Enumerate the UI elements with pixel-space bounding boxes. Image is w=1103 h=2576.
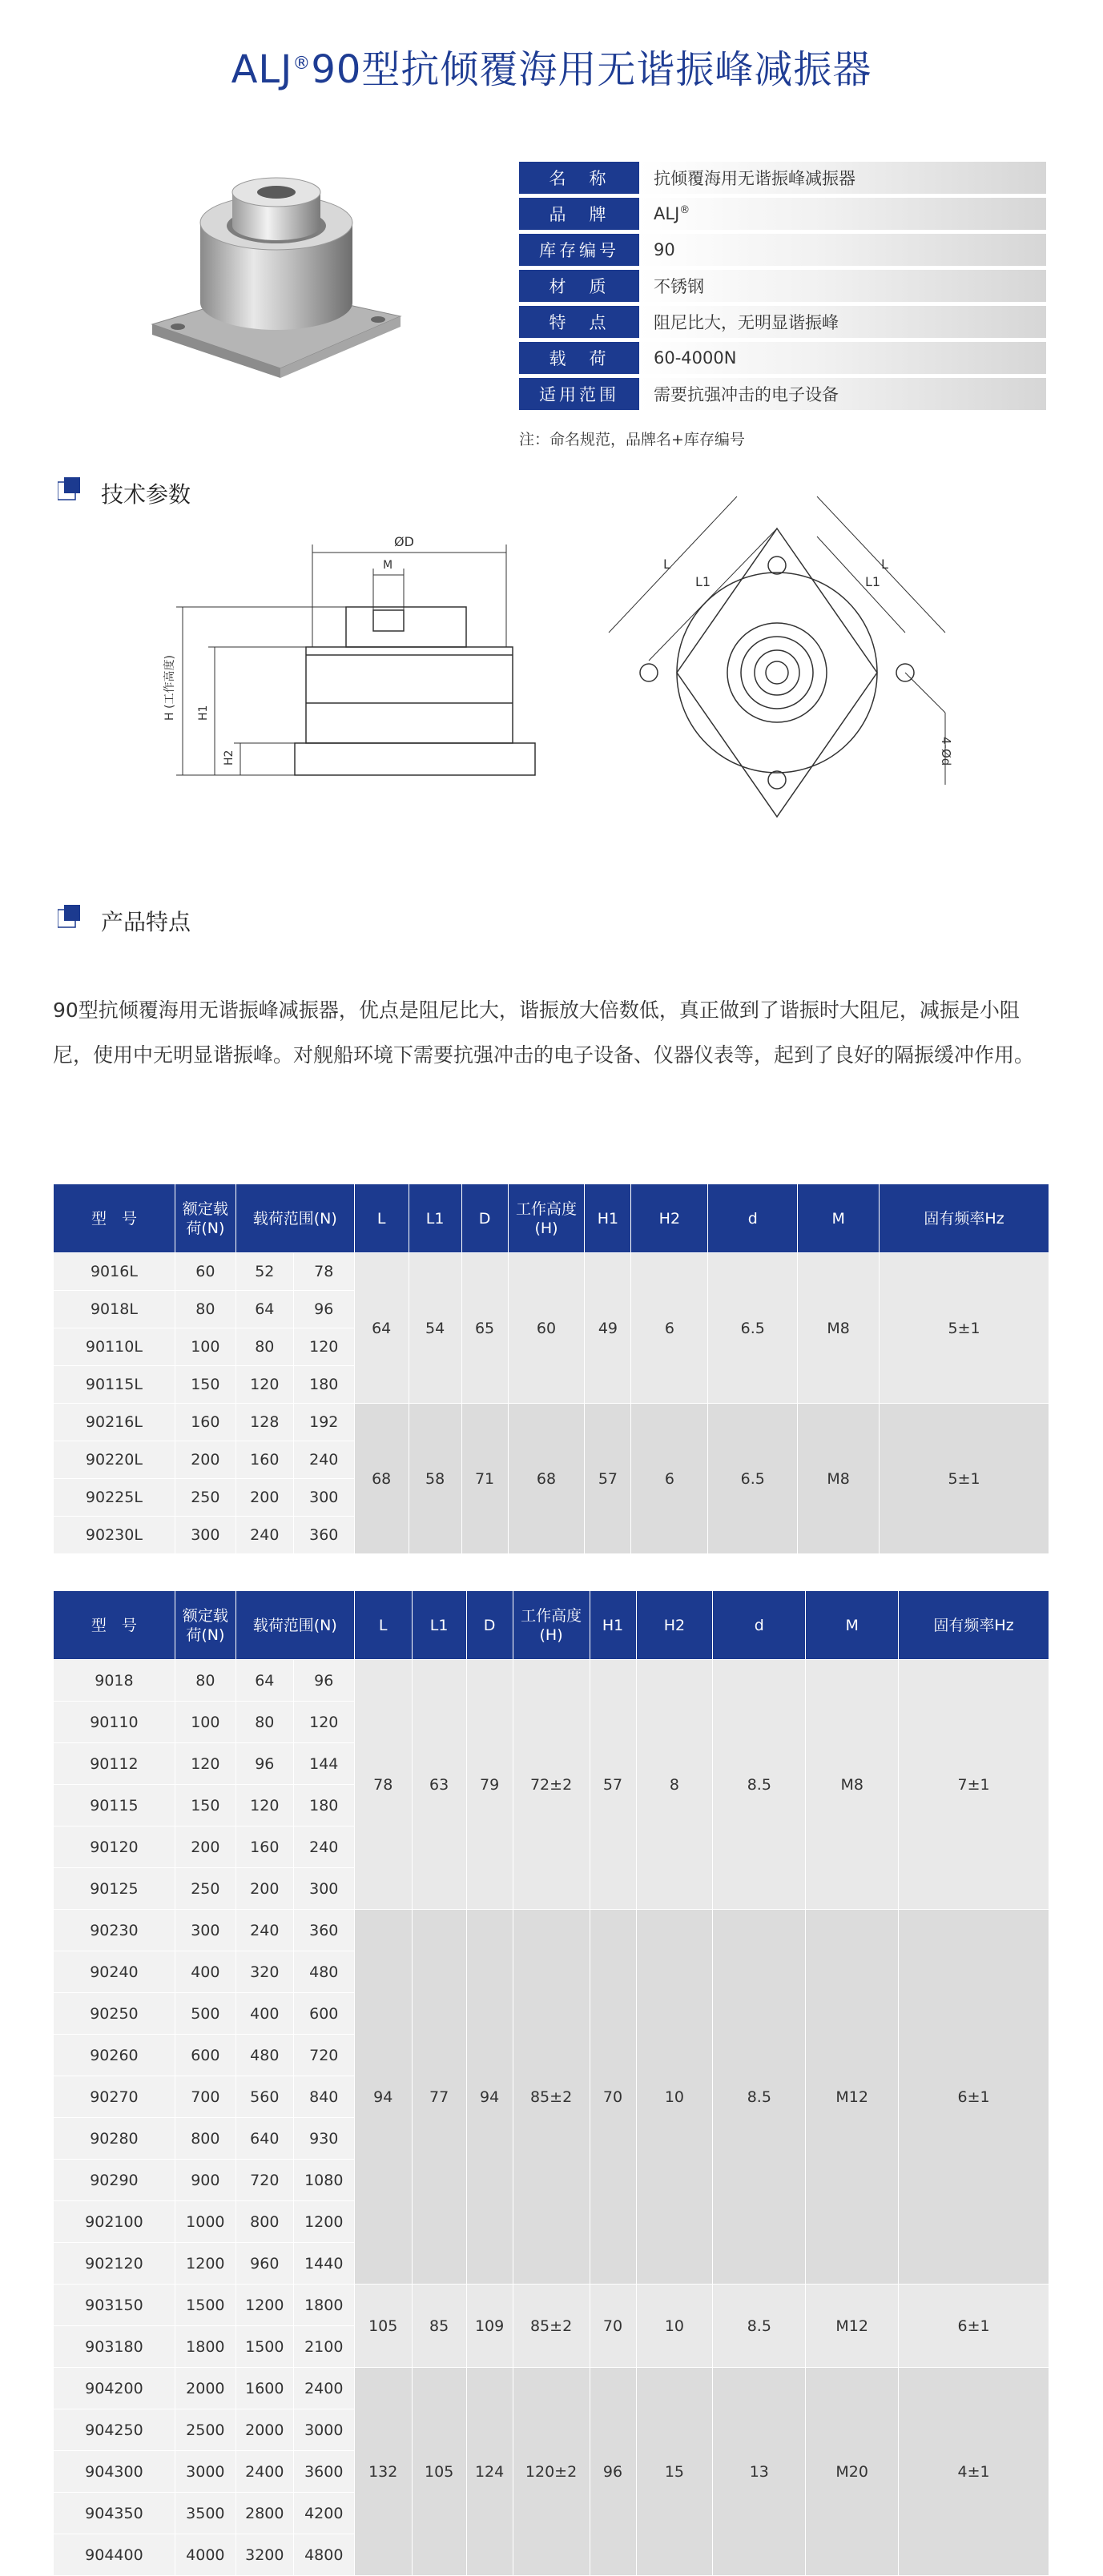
load-min-cell: 80 — [235, 1328, 293, 1366]
rated-load-cell: 400 — [175, 1951, 235, 1993]
spec-l-cell: 68 — [354, 1404, 409, 1554]
spec-m-cell: M20 — [806, 2368, 899, 2576]
rated-load-cell: 60 — [175, 1253, 235, 1291]
spec-h2-cell: 8 — [636, 1660, 713, 1910]
spec-l-cell: 64 — [354, 1253, 409, 1404]
header-m: M — [798, 1184, 880, 1253]
load-max-cell: 3600 — [293, 2451, 354, 2493]
load-max-cell: 4800 — [293, 2534, 354, 2576]
spec-h2-cell: 6 — [631, 1253, 708, 1404]
model-cell: 904400 — [54, 2534, 175, 2576]
model-cell: 90120 — [54, 1827, 175, 1868]
spec-h-cell: 85±2 — [513, 2285, 590, 2368]
rated-load-cell: 500 — [175, 1993, 235, 2035]
dim-label-m: M — [383, 559, 393, 572]
load-min-cell: 560 — [235, 2076, 293, 2118]
model-cell: 90115L — [54, 1366, 175, 1404]
info-value: 阻尼比大，无明显谐振峰 — [639, 306, 1046, 338]
model-cell: 904350 — [54, 2493, 175, 2534]
model-cell: 90260 — [54, 2035, 175, 2076]
header-h1: H1 — [590, 1591, 636, 1660]
header-d-upper: D — [461, 1184, 508, 1253]
load-max-cell: 600 — [293, 1993, 354, 2035]
load-max-cell: 300 — [293, 1479, 354, 1517]
load-max-cell: 4200 — [293, 2493, 354, 2534]
model-cell: 9016L — [54, 1253, 175, 1291]
model-cell: 903180 — [54, 2326, 175, 2368]
title-reg-mark: ® — [292, 54, 312, 74]
spec-m-cell: M8 — [798, 1404, 880, 1554]
spec-h1-cell: 70 — [590, 2285, 636, 2368]
load-min-cell: 1500 — [235, 2326, 293, 2368]
load-min-cell: 720 — [235, 2160, 293, 2201]
spec-h2-cell: 10 — [636, 2285, 713, 2368]
load-min-cell: 120 — [235, 1366, 293, 1404]
rated-load-cell: 1800 — [175, 2326, 235, 2368]
header-l: L — [354, 1184, 409, 1253]
info-value: 60-4000N — [639, 342, 1046, 374]
spec-l1-cell: 63 — [412, 1660, 466, 1910]
rated-load-cell: 900 — [175, 2160, 235, 2201]
load-min-cell: 120 — [235, 1785, 293, 1827]
info-value: 90 — [639, 234, 1046, 266]
header-model: 型 号 — [54, 1184, 175, 1253]
model-cell: 904200 — [54, 2368, 175, 2409]
load-min-cell: 80 — [235, 1702, 293, 1743]
header-h1: H1 — [585, 1184, 631, 1253]
spec-m-cell: M8 — [806, 1660, 899, 1910]
info-row — [519, 234, 1046, 266]
model-cell: 904250 — [54, 2409, 175, 2451]
info-row — [519, 306, 1046, 338]
rated-load-cell: 120 — [175, 1743, 235, 1785]
load-min-cell: 52 — [235, 1253, 293, 1291]
spec-h1-cell: 57 — [590, 1660, 636, 1910]
info-row — [519, 198, 1046, 230]
load-max-cell: 480 — [293, 1951, 354, 1993]
spec-l-cell: 94 — [354, 1910, 412, 2285]
rated-load-cell: 150 — [175, 1785, 235, 1827]
rated-load-cell: 200 — [175, 1441, 235, 1479]
load-min-cell: 240 — [235, 1910, 293, 1951]
rated-load-cell: 300 — [175, 1910, 235, 1951]
top-view-drawing — [577, 480, 993, 849]
info-label: 载 荷 — [519, 342, 639, 374]
spec-h-cell: 120±2 — [513, 2368, 590, 2576]
table-header-row — [54, 1184, 1049, 1253]
spec-h1-cell: 49 — [585, 1253, 631, 1404]
info-label: 适用范围 — [519, 378, 639, 410]
rated-load-cell: 250 — [175, 1868, 235, 1910]
load-max-cell: 2100 — [293, 2326, 354, 2368]
header-height: 工作高度(H) — [513, 1591, 590, 1660]
model-cell: 9018L — [54, 1291, 175, 1328]
spec-d-cell: 6.5 — [708, 1253, 798, 1404]
spec-h-cell: 72±2 — [513, 1660, 590, 1910]
rated-load-cell: 250 — [175, 1479, 235, 1517]
spec-h-cell: 68 — [508, 1404, 585, 1554]
spec-d-cell: 6.5 — [708, 1404, 798, 1554]
header-h2: H2 — [631, 1184, 708, 1253]
load-min-cell: 64 — [235, 1660, 293, 1702]
brand-value: ALJ — [654, 204, 680, 223]
brand-reg-mark: ® — [679, 204, 690, 216]
rated-load-cell: 100 — [175, 1702, 235, 1743]
spec-freq-cell: 6±1 — [899, 2285, 1049, 2368]
rated-load-cell: 2000 — [175, 2368, 235, 2409]
load-max-cell: 180 — [293, 1785, 354, 1827]
spec-table-2 — [53, 1590, 1049, 2576]
load-max-cell: 720 — [293, 2035, 354, 2076]
rated-load-cell: 3500 — [175, 2493, 235, 2534]
load-max-cell: 120 — [293, 1702, 354, 1743]
spec-l1-cell: 58 — [409, 1404, 461, 1554]
section-square-icon — [58, 905, 82, 929]
model-cell: 90250 — [54, 1993, 175, 2035]
spec-l-cell: 105 — [354, 2285, 412, 2368]
model-cell: 90270 — [54, 2076, 175, 2118]
spec-h-cell: 60 — [508, 1253, 585, 1404]
header-d-lower: d — [713, 1591, 806, 1660]
header-l: L — [354, 1591, 412, 1660]
table-row — [54, 1404, 1049, 1441]
rated-load-cell: 200 — [175, 1827, 235, 1868]
load-min-cell: 640 — [235, 2118, 293, 2160]
naming-note: 注：命名规范，品牌名+库存编号 — [519, 431, 745, 448]
load-min-cell: 160 — [235, 1441, 293, 1479]
model-cell: 90112 — [54, 1743, 175, 1785]
spec-d-cell: 8.5 — [713, 1910, 806, 2285]
load-min-cell: 1600 — [235, 2368, 293, 2409]
load-min-cell: 200 — [235, 1868, 293, 1910]
load-max-cell: 360 — [293, 1517, 354, 1554]
model-cell: 90216L — [54, 1404, 175, 1441]
header-height: 工作高度(H) — [508, 1184, 585, 1253]
spec-table-1 — [53, 1184, 1049, 1554]
info-row — [519, 162, 1046, 194]
table-row — [54, 2285, 1049, 2326]
rated-load-cell: 300 — [175, 1517, 235, 1554]
load-max-cell: 96 — [293, 1291, 354, 1328]
page-title — [0, 38, 1103, 94]
load-min-cell: 400 — [235, 1993, 293, 2035]
spec-h1-cell: 57 — [585, 1404, 631, 1554]
header-l1: L1 — [412, 1591, 466, 1660]
table-row — [54, 2368, 1049, 2409]
load-min-cell: 3200 — [235, 2534, 293, 2576]
load-min-cell: 2800 — [235, 2493, 293, 2534]
load-max-cell: 930 — [293, 2118, 354, 2160]
model-cell: 904300 — [54, 2451, 175, 2493]
load-min-cell: 64 — [235, 1291, 293, 1328]
info-value — [639, 198, 1046, 230]
header-load-range: 载荷范围(N) — [235, 1184, 354, 1253]
header-d-lower: d — [708, 1184, 798, 1253]
section-title-features: 产品特点 — [101, 909, 191, 935]
title-text: 90型抗倾覆海用无谐振峰减振器 — [311, 47, 872, 92]
load-max-cell: 240 — [293, 1827, 354, 1868]
model-cell: 90220L — [54, 1441, 175, 1479]
load-min-cell: 160 — [235, 1827, 293, 1868]
spec-freq-cell: 5±1 — [880, 1253, 1049, 1404]
load-min-cell: 2400 — [235, 2451, 293, 2493]
model-cell: 90240 — [54, 1951, 175, 1993]
load-min-cell: 1200 — [235, 2285, 293, 2326]
load-min-cell: 320 — [235, 1951, 293, 1993]
load-max-cell: 78 — [293, 1253, 354, 1291]
dim-label-l1-left: L1 — [695, 574, 711, 589]
spec-h2-cell: 15 — [636, 2368, 713, 2576]
rated-load-cell: 800 — [175, 2118, 235, 2160]
info-value: 需要抗强冲击的电子设备 — [639, 378, 1046, 410]
spec-l-cell: 78 — [354, 1660, 412, 1910]
load-max-cell: 300 — [293, 1868, 354, 1910]
spec-l1-cell: 77 — [412, 1910, 466, 2285]
rated-load-cell: 80 — [175, 1660, 235, 1702]
load-min-cell: 480 — [235, 2035, 293, 2076]
rated-load-cell: 600 — [175, 2035, 235, 2076]
spec-freq-cell: 6±1 — [899, 1910, 1049, 2285]
dim-label-d: ØD — [394, 534, 414, 549]
dim-label-h: H (工作高度) — [163, 655, 176, 721]
spec-l-cell: 132 — [354, 2368, 412, 2576]
model-cell: 902100 — [54, 2201, 175, 2243]
spec-m-cell: M12 — [806, 1910, 899, 2285]
rated-load-cell: 160 — [175, 1404, 235, 1441]
header-rated-load: 额定载荷(N) — [175, 1591, 235, 1660]
header-model: 型 号 — [54, 1591, 175, 1660]
load-max-cell: 2400 — [293, 2368, 354, 2409]
section-square-icon — [58, 477, 82, 501]
info-value: 抗倾覆海用无谐振峰减振器 — [639, 162, 1046, 194]
spec-d-cell: 65 — [461, 1253, 508, 1404]
header-d-upper: D — [466, 1591, 513, 1660]
info-row — [519, 378, 1046, 410]
load-min-cell: 96 — [235, 1743, 293, 1785]
load-max-cell: 1200 — [293, 2201, 354, 2243]
spec-d-cell: 71 — [461, 1404, 508, 1554]
spec-freq-cell: 7±1 — [899, 1660, 1049, 1910]
table-row — [54, 1910, 1049, 1951]
model-cell: 903150 — [54, 2285, 175, 2326]
spec-h2-cell: 6 — [631, 1404, 708, 1554]
spec-l1-cell: 85 — [412, 2285, 466, 2368]
dim-label-l1-right: L1 — [865, 574, 881, 589]
spec-l1-cell: 105 — [412, 2368, 466, 2576]
model-cell: 90115 — [54, 1785, 175, 1827]
spec-d-cell: 109 — [466, 2285, 513, 2368]
spec-freq-cell: 4±1 — [899, 2368, 1049, 2576]
rated-load-cell: 1500 — [175, 2285, 235, 2326]
header-m: M — [806, 1591, 899, 1660]
model-cell: 90280 — [54, 2118, 175, 2160]
spec-h-cell: 85±2 — [513, 1910, 590, 2285]
spec-m-cell: M8 — [798, 1253, 880, 1404]
model-cell: 90225L — [54, 1479, 175, 1517]
rated-load-cell: 150 — [175, 1366, 235, 1404]
table-header-row — [54, 1591, 1049, 1660]
header-freq: 固有频率Hz — [899, 1591, 1049, 1660]
spec-h1-cell: 96 — [590, 2368, 636, 2576]
load-max-cell: 180 — [293, 1366, 354, 1404]
rated-load-cell: 1200 — [175, 2243, 235, 2285]
dim-label-l-right: L — [881, 557, 888, 572]
spec-h2-cell: 10 — [636, 1910, 713, 2285]
load-min-cell: 240 — [235, 1517, 293, 1554]
features-paragraph: 90型抗倾覆海用无谐振峰减振器，优点是阻尼比大，谐振放大倍数低，真正做到了谐振时大阻尼，减振是小阻尼，使用中无明显谐振峰。对舰船环境下需要抗强冲击的电子设备、仪器仪表等，起到了良好的隔振缓冲作用。 — [53, 999, 1035, 1067]
spec-freq-cell: 5±1 — [880, 1404, 1049, 1554]
spec-d-cell: 124 — [466, 2368, 513, 2576]
dim-label-hole: 4-Ød — [939, 737, 953, 766]
load-max-cell: 360 — [293, 1910, 354, 1951]
header-h2: H2 — [636, 1591, 713, 1660]
table-row — [54, 1660, 1049, 1702]
spec-d-cell: 13 — [713, 2368, 806, 2576]
load-max-cell: 1800 — [293, 2285, 354, 2326]
model-cell: 90230L — [54, 1517, 175, 1554]
product-info-table — [519, 158, 1046, 414]
info-row — [519, 270, 1046, 302]
dim-label-h2: H2 — [223, 749, 235, 766]
load-max-cell: 96 — [293, 1660, 354, 1702]
model-cell: 9018 — [54, 1660, 175, 1702]
spec-d-cell: 94 — [466, 1910, 513, 2285]
rated-load-cell: 80 — [175, 1291, 235, 1328]
header-load-range: 载荷范围(N) — [235, 1591, 354, 1660]
spec-d-cell: 8.5 — [713, 2285, 806, 2368]
spec-d-cell: 8.5 — [713, 1660, 806, 1910]
info-label: 库存编号 — [519, 234, 639, 266]
load-max-cell: 240 — [293, 1441, 354, 1479]
load-max-cell: 192 — [293, 1404, 354, 1441]
load-max-cell: 3000 — [293, 2409, 354, 2451]
load-min-cell: 960 — [235, 2243, 293, 2285]
dim-label-l: L — [663, 557, 670, 572]
spec-l1-cell: 54 — [409, 1253, 461, 1404]
spec-d-cell: 79 — [466, 1660, 513, 1910]
load-min-cell: 200 — [235, 1479, 293, 1517]
header-l1: L1 — [409, 1184, 461, 1253]
info-value: 不锈钢 — [639, 270, 1046, 302]
rated-load-cell: 2500 — [175, 2409, 235, 2451]
model-cell: 902120 — [54, 2243, 175, 2285]
model-cell: 90110L — [54, 1328, 175, 1366]
info-label: 品 牌 — [519, 198, 639, 230]
model-cell: 90230 — [54, 1910, 175, 1951]
model-cell: 90110 — [54, 1702, 175, 1743]
spec-m-cell: M12 — [806, 2285, 899, 2368]
section-title-tech: 技术参数 — [101, 481, 191, 508]
model-cell: 90125 — [54, 1868, 175, 1910]
load-max-cell: 120 — [293, 1328, 354, 1366]
info-row — [519, 342, 1046, 374]
load-min-cell: 2000 — [235, 2409, 293, 2451]
info-label: 名 称 — [519, 162, 639, 194]
load-min-cell: 128 — [235, 1404, 293, 1441]
load-max-cell: 1080 — [293, 2160, 354, 2201]
product-image — [120, 136, 425, 400]
side-view-drawing — [160, 528, 561, 825]
header-freq: 固有频率Hz — [880, 1184, 1049, 1253]
load-min-cell: 800 — [235, 2201, 293, 2243]
spec-h1-cell: 70 — [590, 1910, 636, 2285]
rated-load-cell: 3000 — [175, 2451, 235, 2493]
rated-load-cell: 4000 — [175, 2534, 235, 2576]
rated-load-cell: 700 — [175, 2076, 235, 2118]
load-max-cell: 1440 — [293, 2243, 354, 2285]
load-max-cell: 840 — [293, 2076, 354, 2118]
info-label: 材 质 — [519, 270, 639, 302]
rated-load-cell: 100 — [175, 1328, 235, 1366]
table-row — [54, 1253, 1049, 1291]
dim-label-h1: H1 — [197, 705, 210, 721]
title-brand: ALJ — [231, 47, 293, 92]
rated-load-cell: 1000 — [175, 2201, 235, 2243]
info-label: 特 点 — [519, 306, 639, 338]
load-max-cell: 144 — [293, 1743, 354, 1785]
header-rated-load: 额定载荷(N) — [175, 1184, 235, 1253]
model-cell: 90290 — [54, 2160, 175, 2201]
